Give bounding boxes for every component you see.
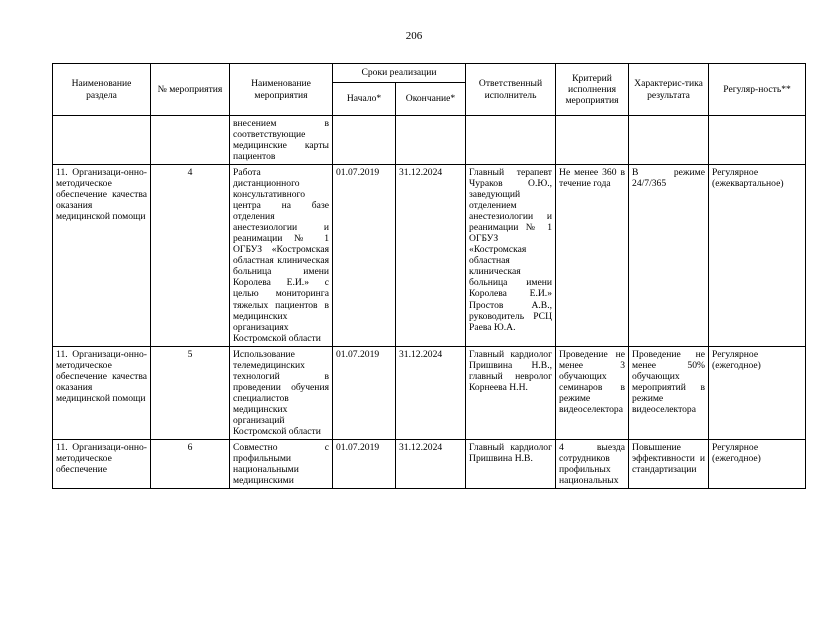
number-cell: 5 (151, 346, 230, 439)
header-activity: Наименование мероприятия (230, 64, 333, 116)
result-cell: Проведение не менее 50% обучающих мероприятий в режиме видеоселектора (629, 346, 709, 439)
activity-cell: Работа дистанционного консультативного центра на базе отделения анестезиологии и реанимации № 1 ОГБУЗ «Костромская областная клиническая больница имени Королева Е.И.» с целью мониторинга тяжелых пациентов в медицинских организациях Костромской области (230, 165, 333, 347)
start-cell: 01.07.2019 (333, 165, 396, 347)
criterion-cell: Не менее 360 в течение года (556, 165, 629, 347)
activity-cell: Использование телемедицинских технологий в проведении обучения специалистов медицинских организаций Костромской области (230, 346, 333, 439)
responsible-cell: Главный терапевт Чураков О.Ю., заведующий отделением анестезиологии и реанимации № 1 ОГБУЗ «Костромская областная клиническая больница имени Королева Е.И.» Простов А.В., руководитель РСЦ Раева Ю.А. (466, 165, 556, 347)
start-cell: 01.07.2019 (333, 346, 396, 439)
criterion-cell: 4 выезда сотрудников профильных национальных (556, 439, 629, 488)
table-header (53, 64, 806, 116)
page-number: 206 (405, 30, 423, 42)
start-cell: 01.07.2019 (333, 439, 396, 488)
activities-table (52, 63, 806, 489)
criterion-cell: Проведение не менее 3 обучающих семинаров в режиме видеоселектора (556, 346, 629, 439)
table-row (53, 165, 806, 347)
regularity-cell: Регулярное (ежегодное) (709, 346, 806, 439)
end-cell: 31.12.2024 (396, 165, 466, 347)
regularity-cell: Регулярное (ежегодное) (709, 439, 806, 488)
header-period: Сроки реализации (333, 64, 466, 83)
responsible-cell: Главный кардиолог Пришвина Н.В. (466, 439, 556, 488)
regularity-cell: Регулярное (ежеквартальное) (709, 165, 806, 347)
number-cell: 4 (151, 165, 230, 347)
result-cell: Повышение эффективности и стандартизации (629, 439, 709, 488)
header-result: Характерис-тика результата (629, 64, 709, 116)
table-row-continued (53, 116, 806, 165)
header-start: Начало* (333, 83, 396, 116)
header-regularity: Регуляр-ность** (709, 64, 806, 116)
result-cell: В режиме 24/7/365 (629, 165, 709, 347)
table-row (53, 346, 806, 439)
section-cell: 11. Организаци-онно-методическое обеспечение (53, 439, 151, 488)
header-criterion: Критерий исполнения мероприятия (556, 64, 629, 116)
header-responsible: Ответственный исполнитель (466, 64, 556, 116)
responsible-cell: Главный кардиолог Пришвина Н.В., главный невролог Корнеева Н.Н. (466, 346, 556, 439)
table-body (53, 116, 806, 489)
end-cell: 31.12.2024 (396, 346, 466, 439)
end-cell: 31.12.2024 (396, 439, 466, 488)
activity-cell: внесением в соответствующие медицинские карты пациентов (230, 116, 333, 165)
activity-cell: Совместно с профильными национальными медицинскими (230, 439, 333, 488)
number-cell: 6 (151, 439, 230, 488)
header-number: № мероприятия (151, 64, 230, 116)
header-section: Наименование раздела (53, 64, 151, 116)
header-end: Окончание* (396, 83, 466, 116)
section-cell: 11. Организаци-онно-методическое обеспечение качества оказания медицинской помощи (53, 165, 151, 347)
table-row (53, 439, 806, 488)
section-cell: 11. Организаци-онно-методическое обеспечение качества оказания медицинской помощи (53, 346, 151, 439)
